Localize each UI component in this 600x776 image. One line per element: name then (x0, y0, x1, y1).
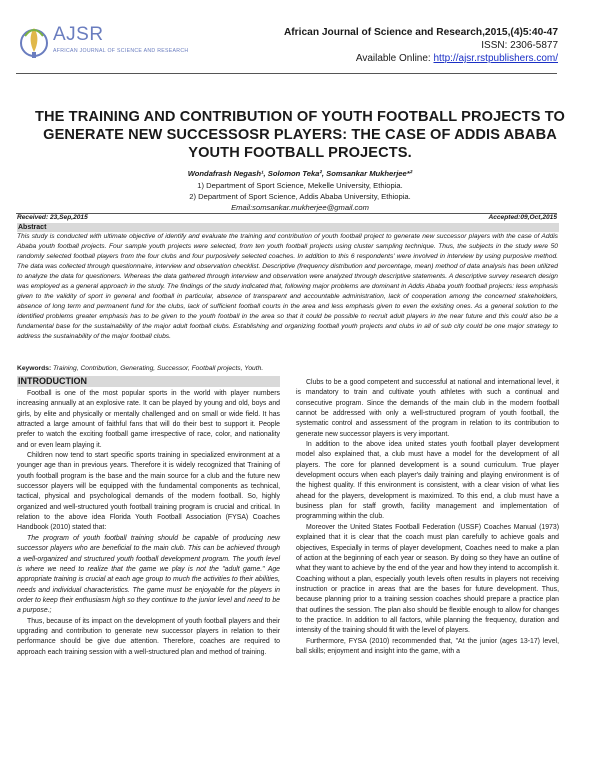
journal-issn: ISSN: 2306-5877 (481, 40, 558, 51)
logo-text: AJSR (53, 24, 104, 45)
paragraph: In addition to the above idea united states youth football player development model also explained that, a club must have a model for the development of all players. The core for planned development is a sound curriculum. True player development occurs when each player's daily training and playing environment is of the highest quality. If this environment is consistent, with a clear vision of what lies ahead for the players, development is maximized. To this end, a club must have a business plan for staff growth, facility management and implementation of programming within the club. (296, 441, 559, 521)
journal-citation: African Journal of Science and Research,2015,(4)5:40-47 (283, 27, 558, 38)
available-label: Available Online: (355, 53, 434, 64)
affiliations (0, 180, 600, 213)
journal-url-link[interactable]: http://ajsr.rstpublishers.com/ (433, 53, 558, 64)
left-column (17, 389, 280, 658)
paragraph: Clubs to be a good competent and successful at national and international level, it is mandatory to train and cultivate youth athletes with such a continual and consecutive program. Since the demands of the main club in the modern football cannot be addressed with only a well-structured program of youth football, the systematic control and assessment of the program in relation to its contribution to generate new successor players is very important. (296, 379, 559, 438)
paragraph: Moreover the United States Football Federation (USSF) Coaches Manual (1973) explained that it is clear that the coach must plan carefully to achieve goals and objectives, Especially in terms of player development, Coaches need to make a plan of action at the beginning of each year or season. By doing so they have an outline of what they want to achieve by the end of the year and how they intend to accomplish it. Coaching without a plan, especially youth levels often results in players not receiving instruction or practice in areas that are the bases for future development. Thus, because planning prior to a training session coaches should prepare a practice plan that outlines the session. The plan also should be flexible enough to allow for changes to the practice. In addition to all factors, while planning the frequency, duration and intensity of the training should fit with the level of players. (296, 523, 559, 635)
keywords-list: Training, Contribution, Generating, Successor, Football projects, Youth. (51, 365, 264, 372)
ajsr-logo-icon (17, 22, 51, 60)
abstract-text: This study is conducted with ultimate objective of identify and evaluate the training and contribution of youth football project to generate new successor players with the case of Addis Ababa youth football projects. Four sample youth projects were selected, from ten youth football projects using cluster sampling technique. Thus, the subjects in the study were 50 randomly selected football players from the four clubs and four purposively selected coaches. In addition to this 6 respondents' were involved in interview by using purposive method. The data was collected through questionnaire, interview and observation checklist. Descriptive (frequency distribution and percentage, mean) method of data analysis has been utilized to analyze the data for questioners. Whereas the data gathered through interview and observation were analyzed through descriptive statements. A descriptive survey research design was employed as a general approach in the study. The findings of the study indicated that, following major problems are dominant in Addis Ababa youth football projects: less emphasis given to the validity of sport in general and football in particular, absence of transparent and accountable administration, lack of cooperation among the concerned stakeholders, absence of long term and permanent fund for the clubs, lack of sufficient football courts in the area and less emphasis given to even the existing ones. As a general solution to the identified problems greater emphasis has to be given to the youth football in the area so that it could be possible to recruit adult players in the near future and this could also be a fundamental base for the sustainability of the major adult football clubs. Establishing and organizing football youth projects and clubs in all of sub city could be one major strategy to address the sustainability of the major football clubs. (17, 233, 558, 341)
block-quote: The program of youth football training should be capable of producing new successor players who are beneficial to the main club. This can be achieved through a well-organized and structured youth football development program. The youth level is where we need to realize that the game we play is not the "adult game." Age appropriate training is crucial at each age group to much the activities to their abilities, needs and individual characteristics. The game must be enjoyable for the players in order to keep their enthusiasm high so they continue to the junior level and need to be a purpose.; (17, 534, 280, 615)
journal-logo (17, 20, 227, 70)
received-date: Received: 23,Sep,2015 (17, 214, 88, 221)
paper-title: THE TRAINING AND CONTRIBUTION OF YOUTH FOOTBALL PROJECTS TO GENERATE NEW SUCCESSOSR PLAYERS: THE CASE OF ADDIS ABABA YOUTH FOOTBALL PROJECTS. (35, 109, 565, 161)
logo-subtitle: AFRICAN JOURNAL OF SCIENCE AND RESEARCH (53, 48, 189, 54)
paragraph: Children now tend to start specific sports training in specialized environment at a younger age than in previous years. Therefore it is widely recognized that Training of youth football program is the base and the main source for a club and the future new successor players will be equipped with the fundamental components as technical, tactical, physical and psychological demands of the modern football. So, highly organized and well-structured youth football training program is crucial and critical. In relation to the above idea Florida Youth Football Association (FYSA) Coaches Handbook (2010) stated that: (17, 452, 280, 532)
journal-availability (284, 52, 558, 65)
affiliation-1: 1) Department of Sport Science, Mekelle University, Ethiopia. (197, 181, 403, 190)
keywords (17, 364, 558, 374)
corresponding-email: Email:somsankar.mukherjee@gmail.com (231, 203, 369, 212)
keywords-label: Keywords: (17, 365, 52, 372)
abstract-heading: Abstract (17, 223, 559, 232)
submission-dates (17, 214, 557, 221)
affiliation-2: 2) Department of Sport Science, Addis Ababa University, Ethiopia. (189, 192, 411, 201)
introduction-heading: INTRODUCTION (17, 376, 280, 387)
journal-info (284, 26, 558, 65)
header-divider (16, 73, 557, 74)
right-column (296, 378, 559, 657)
paragraph: Thus, because of its impact on the development of youth football players and their upgrading and contribution to generate new successor players in relation to their performance should be give due attention. Therefore, coaches are required to approach each training session with a well-structured plan and method of training. (17, 617, 280, 656)
accepted-date: Accepted:09,Oct,2015 (488, 214, 557, 221)
paragraph: Furthermore, FYSA (2010) recommended that, "At the junior (ages 13-17) level, ball skills; enjoyment and insight into the game, with a (296, 637, 559, 655)
author-list: Wondafrash Negash¹, Solomon Teka², Somsankar Mukherjee*² (187, 169, 413, 178)
paragraph: Football is one of the most popular sports in the world with player numbers increasing annually at an explosive rate. It can be played by young and old, boys and girls, by elite and physically or mentally challenged and on small or wide field. It has attracted a large amount of faithful fans that will do their best to support it. People prefer to watch the exciting football game irrespective of race, color, and nationality and or even learn playing it. (17, 390, 280, 449)
